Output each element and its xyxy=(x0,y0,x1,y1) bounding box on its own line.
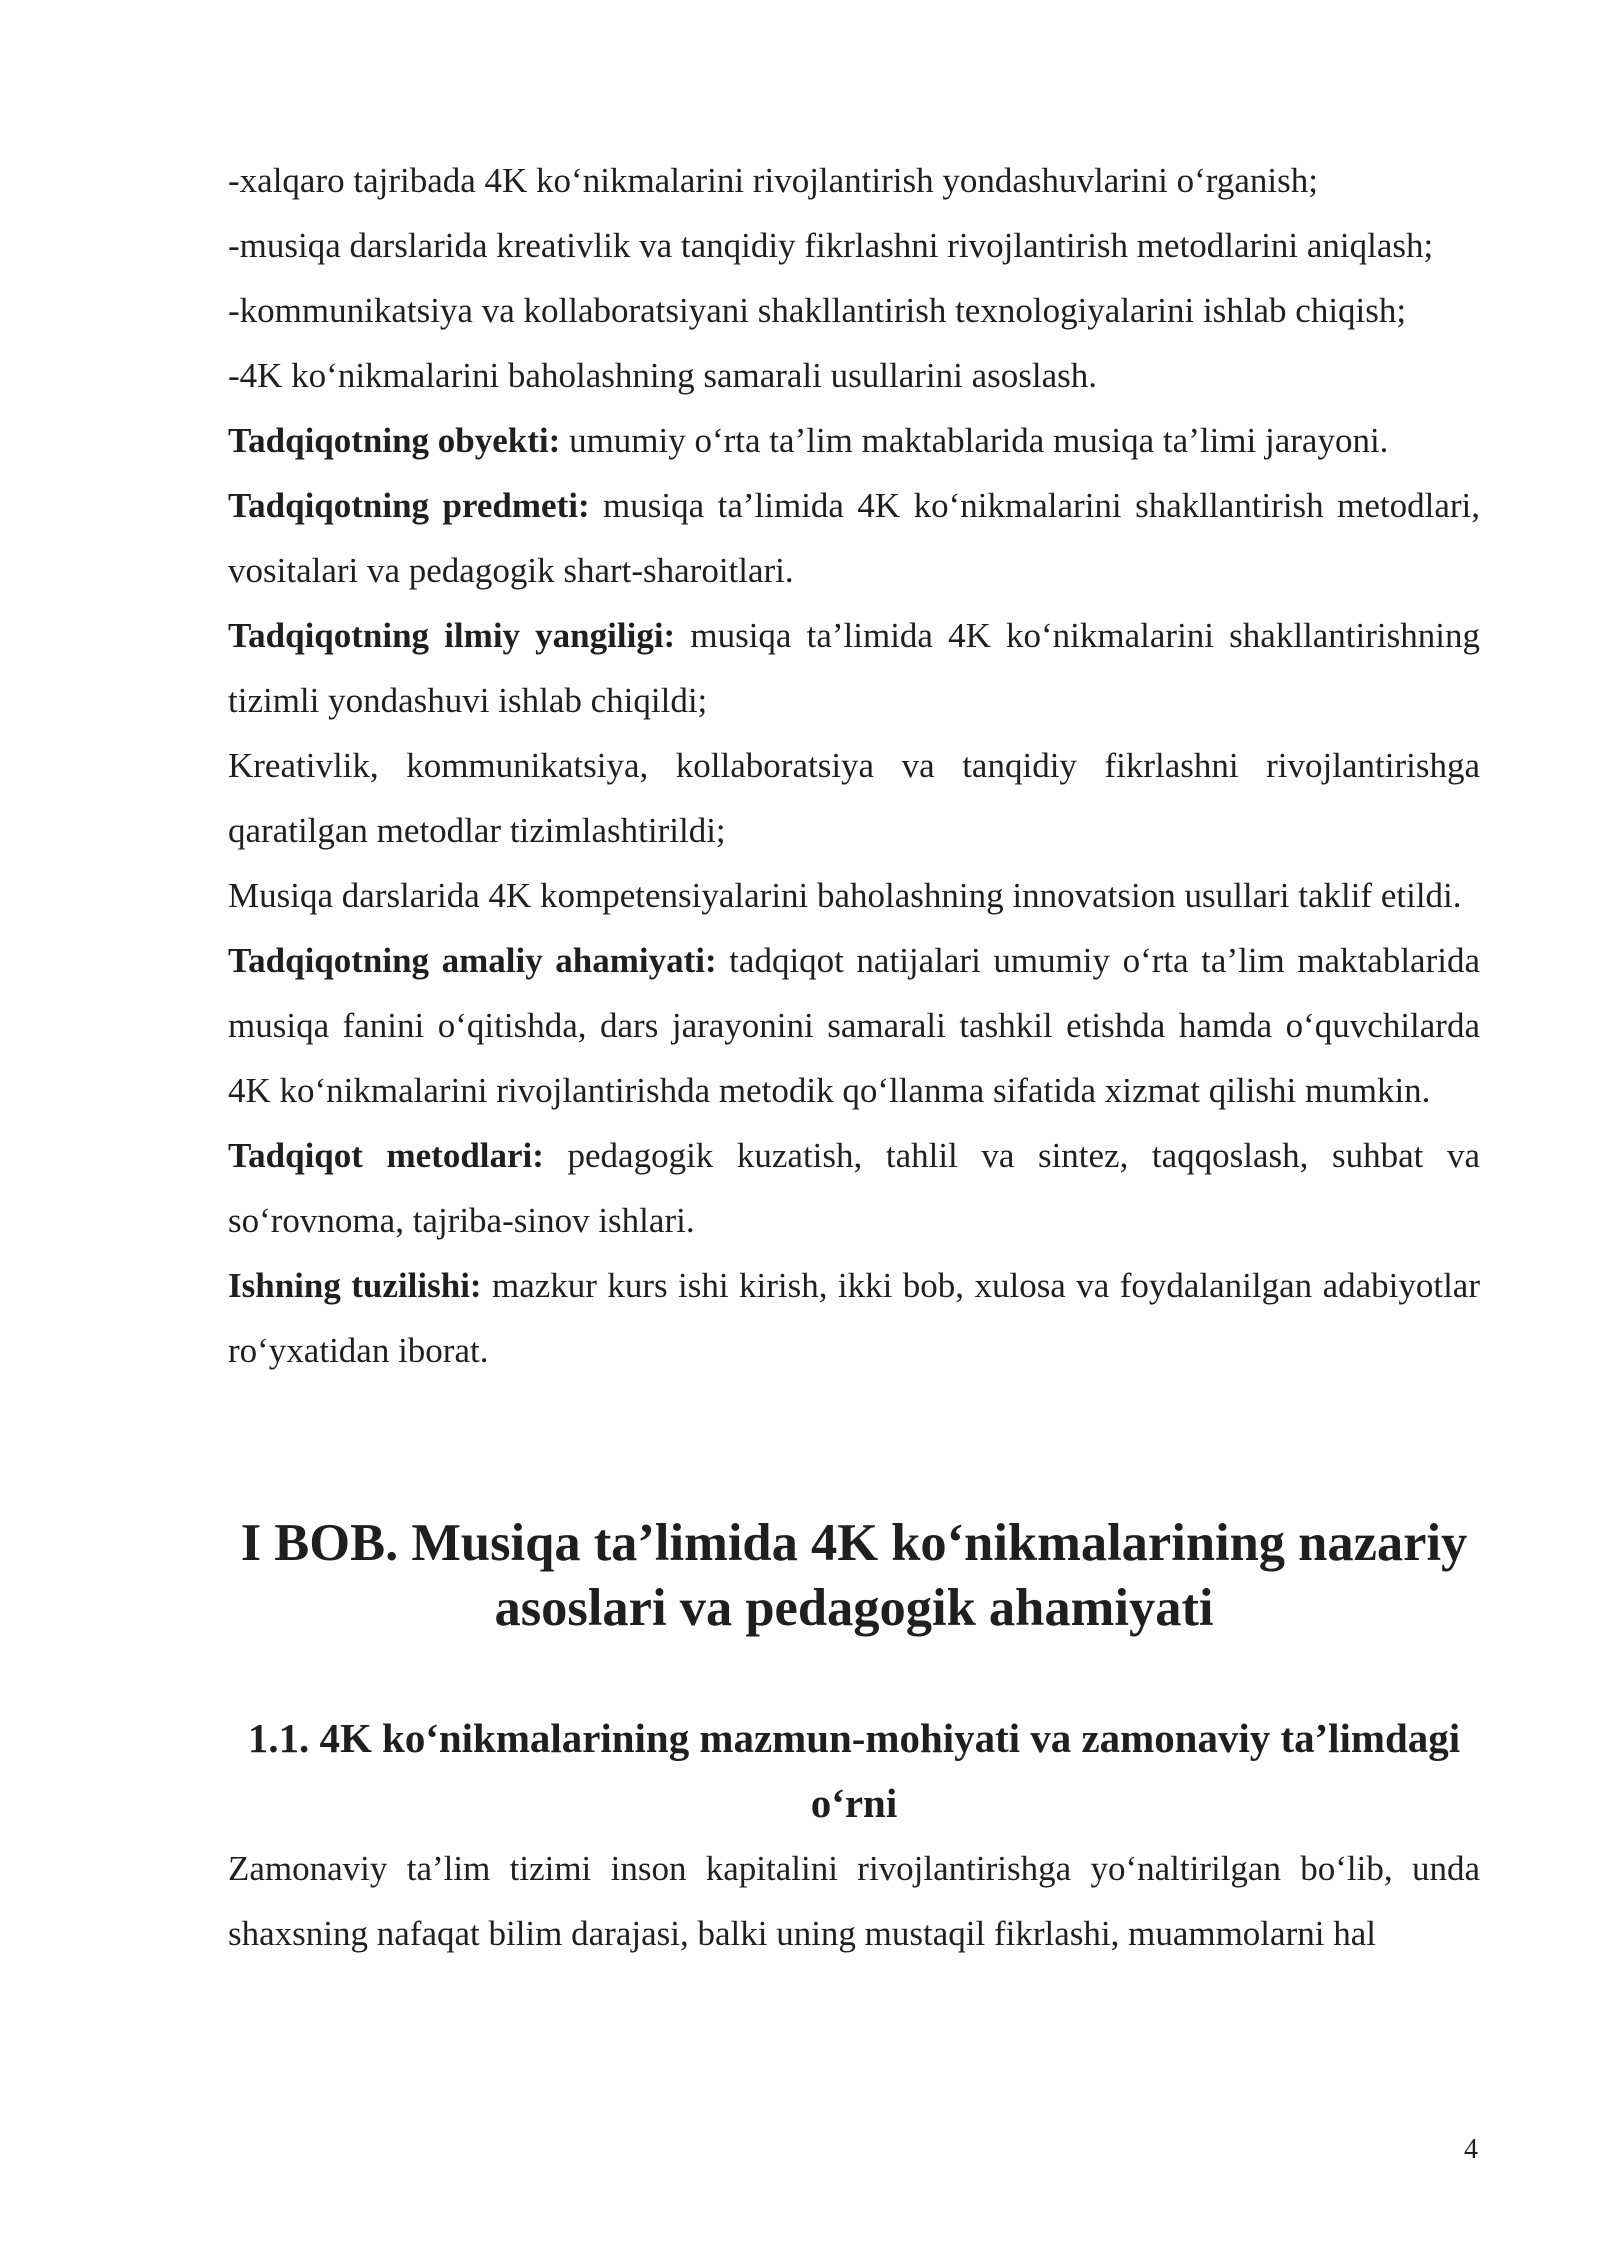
research-object-text: umumiy o‘rta ta’lim maktablarida musiqa ta’limi jarayoni. xyxy=(560,421,1389,460)
research-novelty-line: Kreativlik, kommunikatsiya, kollaboratsiya va tanqidiy fikrlashni rivojlantirishga qaratilgan metodlar tizimlashtirildi; xyxy=(228,746,1480,850)
research-subject-label: Tadqiqotning predmeti: xyxy=(228,486,590,525)
list-item: -4K ko‘nikmalarini baholashning samarali usullarini asoslash. xyxy=(228,356,1097,395)
research-novelty-line: Musiqa darslarida 4K kompetensiyalarini baholashning innovatsion usullari taklif etildi. xyxy=(228,876,1462,915)
list-item: -musiqa darslarida kreativlik va tanqidiy fikrlashni rivojlantirish metodlarini aniqlash; xyxy=(228,226,1434,265)
research-novelty-text: musiqa ta’limida 4K ko‘nikmalarini shakllantirishning tizimli yondashuvi ishlab chiqildi; xyxy=(228,616,1480,720)
work-structure-text: mazkur kurs ishi kirish, ikki bob, xulosa va foydalanilgan adabiyotlar ro‘yxatidan iborat. xyxy=(228,1266,1480,1370)
list-item: -xalqaro tajribada 4K ko‘nikmalarini rivojlantirish yondashuvlarini o‘rganish; xyxy=(228,161,1318,200)
research-object-label: Tadqiqotning obyekti: xyxy=(228,421,561,460)
research-methods-label: Tadqiqot metodlari: xyxy=(228,1136,544,1175)
chapter-title: I BOB. Musiqa ta’limida 4K ko‘nikmalarining nazariy asoslari va pedagogik ahamiyati xyxy=(240,1514,1468,1637)
work-structure-paragraph xyxy=(228,1253,1480,1383)
research-methods-text: pedagogik kuzatish, tahlil va sintez, taqqoslash, suhbat va so‘rovnoma, tajriba-sinov ishlari. xyxy=(228,1136,1480,1240)
section-title: 1.1. 4K ko‘nikmalarining mazmun-mohiyati va zamonaviy ta’limdagi o‘rni xyxy=(247,1716,1461,1826)
page-number: 4 xyxy=(1464,2134,1478,2165)
section-paragraph: Zamonaviy ta’lim tizimi inson kapitalini rivojlantirishga yo‘naltirilgan bo‘lib, unda shaxsning nafaqat bilim darajasi, balki uning mustaqil fikrlashi, muammolarni hal xyxy=(228,1849,1480,1953)
list-item: -kommunikatsiya va kollaboratsiyani shakllantirish texnologiyalarini ishlab chiqish; xyxy=(228,291,1407,330)
practical-significance-label: Tadqiqotning amaliy ahamiyati: xyxy=(228,941,717,980)
research-object-paragraph xyxy=(228,408,1480,473)
work-structure-label: Ishning tuzilishi: xyxy=(228,1266,482,1305)
research-methods-paragraph xyxy=(228,1123,1480,1253)
practical-significance-text: tadqiqot natijalari umumiy o‘rta ta’lim maktablarida musiqa fanini o‘qitishda, dars jarayonini samarali tashkil etishda hamda o‘quvchilarda 4K ko‘nikmalarini rivojlantirishda metodik qo‘llanma sifatida xizmat qilishi mumkin. xyxy=(228,941,1481,1110)
research-subject-text: musiqa ta’limida 4K ko‘nikmalarini shakllantirish metodlari, vositalari va pedagogik shart-sharoitlari. xyxy=(228,486,1480,590)
practical-significance-paragraph xyxy=(228,928,1480,1123)
research-subject-paragraph xyxy=(228,473,1480,603)
page-content xyxy=(228,148,1480,1966)
research-novelty-label: Tadqiqotning ilmiy yangiligi: xyxy=(228,616,676,655)
research-novelty-paragraph xyxy=(228,603,1480,733)
